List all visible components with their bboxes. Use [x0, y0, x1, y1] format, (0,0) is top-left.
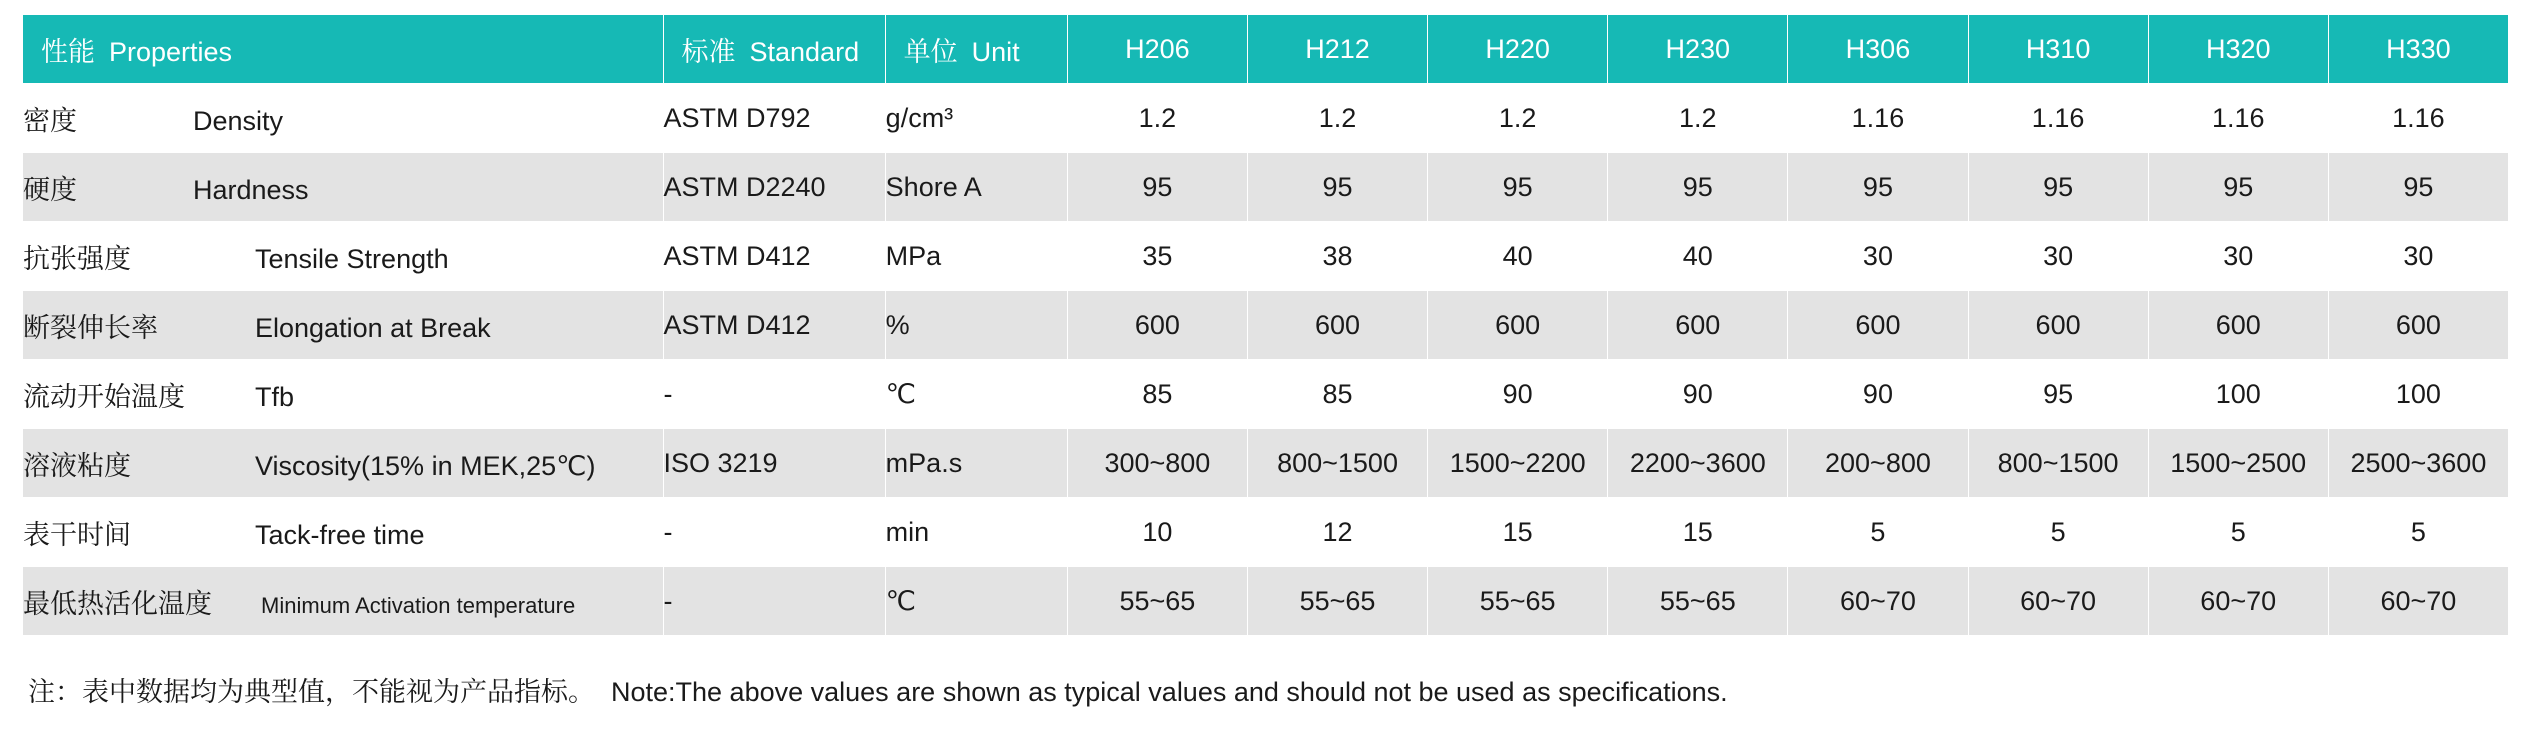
row-label-hardness: [23, 153, 664, 222]
row-label-en: Elongation at Break: [255, 312, 491, 343]
table-row: [23, 222, 2509, 291]
column-header-h310: H310: [1968, 15, 2148, 84]
cell-value: 95: [1067, 153, 1247, 222]
cell-value: 55~65: [1067, 567, 1247, 636]
cell-value: 5: [2148, 498, 2328, 567]
cell-value: 95: [1968, 153, 2148, 222]
row-label-tensile-strength: [23, 222, 664, 291]
row-label-cn: 断裂伸长率: [23, 312, 158, 343]
header-cn-unit: 单位: [903, 36, 958, 67]
cell-value: 95: [1428, 153, 1608, 222]
row-label-flow-start-temperature: [23, 360, 664, 429]
header-en-unit: Unit: [971, 36, 1020, 67]
table-header: [23, 15, 2509, 84]
column-header-h306: H306: [1788, 15, 1968, 84]
cell-unit: g/cm³: [885, 84, 1067, 153]
cell-value: 10: [1067, 498, 1247, 567]
cell-value: 85: [1247, 360, 1427, 429]
cell-value: 600: [2328, 291, 2508, 360]
cell-value: 30: [2328, 222, 2508, 291]
cell-value: 100: [2148, 360, 2328, 429]
cell-value: 60~70: [2148, 567, 2328, 636]
row-label-minimum-activation-temperature: [23, 567, 664, 636]
cell-value: 300~800: [1067, 429, 1247, 498]
row-label-cn: 流动开始温度: [23, 381, 185, 412]
cell-unit: ℃: [885, 360, 1067, 429]
cell-value: 95: [1968, 360, 2148, 429]
cell-value: 90: [1428, 360, 1608, 429]
cell-value: 60~70: [2328, 567, 2508, 636]
cell-value: 15: [1608, 498, 1788, 567]
cell-value: 100: [2328, 360, 2508, 429]
cell-unit: MPa: [885, 222, 1067, 291]
table-note: [22, 670, 2509, 709]
cell-value: 800~1500: [1968, 429, 2148, 498]
cell-value: 600: [1067, 291, 1247, 360]
cell-value: 90: [1608, 360, 1788, 429]
header-en-properties: Properties: [109, 36, 233, 67]
cell-value: 600: [1428, 291, 1608, 360]
cell-value: 5: [1968, 498, 2148, 567]
cell-value: 55~65: [1608, 567, 1788, 636]
cell-standard: ASTM D412: [663, 222, 885, 291]
cell-value: 30: [2148, 222, 2328, 291]
cell-value: 1.16: [2328, 84, 2508, 153]
row-label-cn: 硬度: [23, 174, 77, 205]
cell-value: 15: [1428, 498, 1608, 567]
cell-value: 40: [1428, 222, 1608, 291]
column-header-unit: [885, 15, 1067, 84]
column-header-h206: H206: [1067, 15, 1247, 84]
cell-value: 1.2: [1428, 84, 1608, 153]
column-header-h320: H320: [2148, 15, 2328, 84]
row-label-en: Viscosity(15% in MEK,25℃): [255, 450, 596, 481]
cell-value: 90: [1788, 360, 1968, 429]
table-row: [23, 291, 2509, 360]
row-label-solution-viscosity: [23, 429, 664, 498]
cell-standard: -: [663, 498, 885, 567]
cell-value: 95: [1608, 153, 1788, 222]
cell-value: 1.16: [1968, 84, 2148, 153]
header-cn-properties: 性能: [41, 36, 95, 67]
cell-value: 95: [1247, 153, 1427, 222]
cell-value: 200~800: [1788, 429, 1968, 498]
cell-value: 600: [1608, 291, 1788, 360]
cell-value: 600: [1247, 291, 1427, 360]
cell-unit: %: [885, 291, 1067, 360]
note-cn: 注：表中数据均为典型值，不能视为产品指标。: [28, 677, 595, 707]
row-label-en: Tack-free time: [255, 519, 425, 550]
header-cn-standard: 标准: [681, 36, 736, 67]
cell-standard: ASTM D2240: [663, 153, 885, 222]
table-row: [23, 84, 2509, 153]
row-label-density: [23, 84, 664, 153]
cell-value: 30: [1788, 222, 1968, 291]
row-label-cn: 抗张强度: [23, 243, 131, 274]
table-row: [23, 360, 2509, 429]
cell-value: 800~1500: [1247, 429, 1427, 498]
cell-value: 5: [1788, 498, 1968, 567]
cell-value: 600: [2148, 291, 2328, 360]
cell-value: 1500~2500: [2148, 429, 2328, 498]
row-label-cn: 密度: [23, 105, 77, 136]
cell-value: 30: [1968, 222, 2148, 291]
column-header-h220: H220: [1428, 15, 1608, 84]
column-header-h212: H212: [1247, 15, 1427, 84]
cell-standard: ASTM D792: [663, 84, 885, 153]
column-header-h330: H330: [2328, 15, 2508, 84]
cell-unit: ℃: [885, 567, 1067, 636]
table-row: [23, 429, 2509, 498]
cell-value: 2500~3600: [2328, 429, 2508, 498]
cell-value: 1500~2200: [1428, 429, 1608, 498]
row-label-elongation-at-break: [23, 291, 664, 360]
column-header-standard: [663, 15, 885, 84]
table-body: [23, 84, 2509, 636]
cell-value: 5: [2328, 498, 2508, 567]
cell-unit: mPa.s: [885, 429, 1067, 498]
cell-value: 1.16: [1788, 84, 1968, 153]
cell-value: 1.2: [1608, 84, 1788, 153]
table-row: [23, 153, 2509, 222]
note-en: Note:The above values are shown as typical values and should not be used as specifications.: [611, 677, 1728, 707]
row-label-en: Density: [193, 105, 284, 136]
row-label-en: Hardness: [193, 174, 309, 205]
row-label-en: Minimum Activation temperature: [261, 592, 576, 618]
cell-value: 60~70: [1788, 567, 1968, 636]
cell-value: 2200~3600: [1608, 429, 1788, 498]
cell-value: 38: [1247, 222, 1427, 291]
header-en-standard: Standard: [749, 36, 860, 67]
row-label-en: Tensile Strength: [255, 243, 449, 274]
cell-value: 40: [1608, 222, 1788, 291]
cell-value: 1.2: [1067, 84, 1247, 153]
cell-value: 1.2: [1247, 84, 1427, 153]
cell-standard: ISO 3219: [663, 429, 885, 498]
cell-standard: -: [663, 360, 885, 429]
column-header-h230: H230: [1608, 15, 1788, 84]
cell-value: 35: [1067, 222, 1247, 291]
properties-table: [22, 14, 2509, 636]
cell-value: 95: [2148, 153, 2328, 222]
table-row: [23, 498, 2509, 567]
cell-value: 1.16: [2148, 84, 2328, 153]
row-label-cn: 溶液粘度: [23, 450, 131, 481]
cell-standard: -: [663, 567, 885, 636]
cell-value: 55~65: [1247, 567, 1427, 636]
column-header-properties: [23, 15, 664, 84]
cell-value: 600: [1788, 291, 1968, 360]
cell-unit: min: [885, 498, 1067, 567]
header-row: [23, 15, 2509, 84]
cell-value: 95: [1788, 153, 1968, 222]
row-label-cn: 最低热活化温度: [23, 588, 212, 619]
table-row: [23, 567, 2509, 636]
cell-value: 60~70: [1968, 567, 2148, 636]
cell-value: 600: [1968, 291, 2148, 360]
cell-value: 12: [1247, 498, 1427, 567]
cell-value: 95: [2328, 153, 2508, 222]
cell-value: 85: [1067, 360, 1247, 429]
cell-standard: ASTM D412: [663, 291, 885, 360]
row-label-en: Tfb: [255, 381, 295, 412]
cell-value: 55~65: [1428, 567, 1608, 636]
row-label-cn: 表干时间: [23, 519, 131, 550]
cell-unit: Shore A: [885, 153, 1067, 222]
row-label-tack-free-time: [23, 498, 664, 567]
